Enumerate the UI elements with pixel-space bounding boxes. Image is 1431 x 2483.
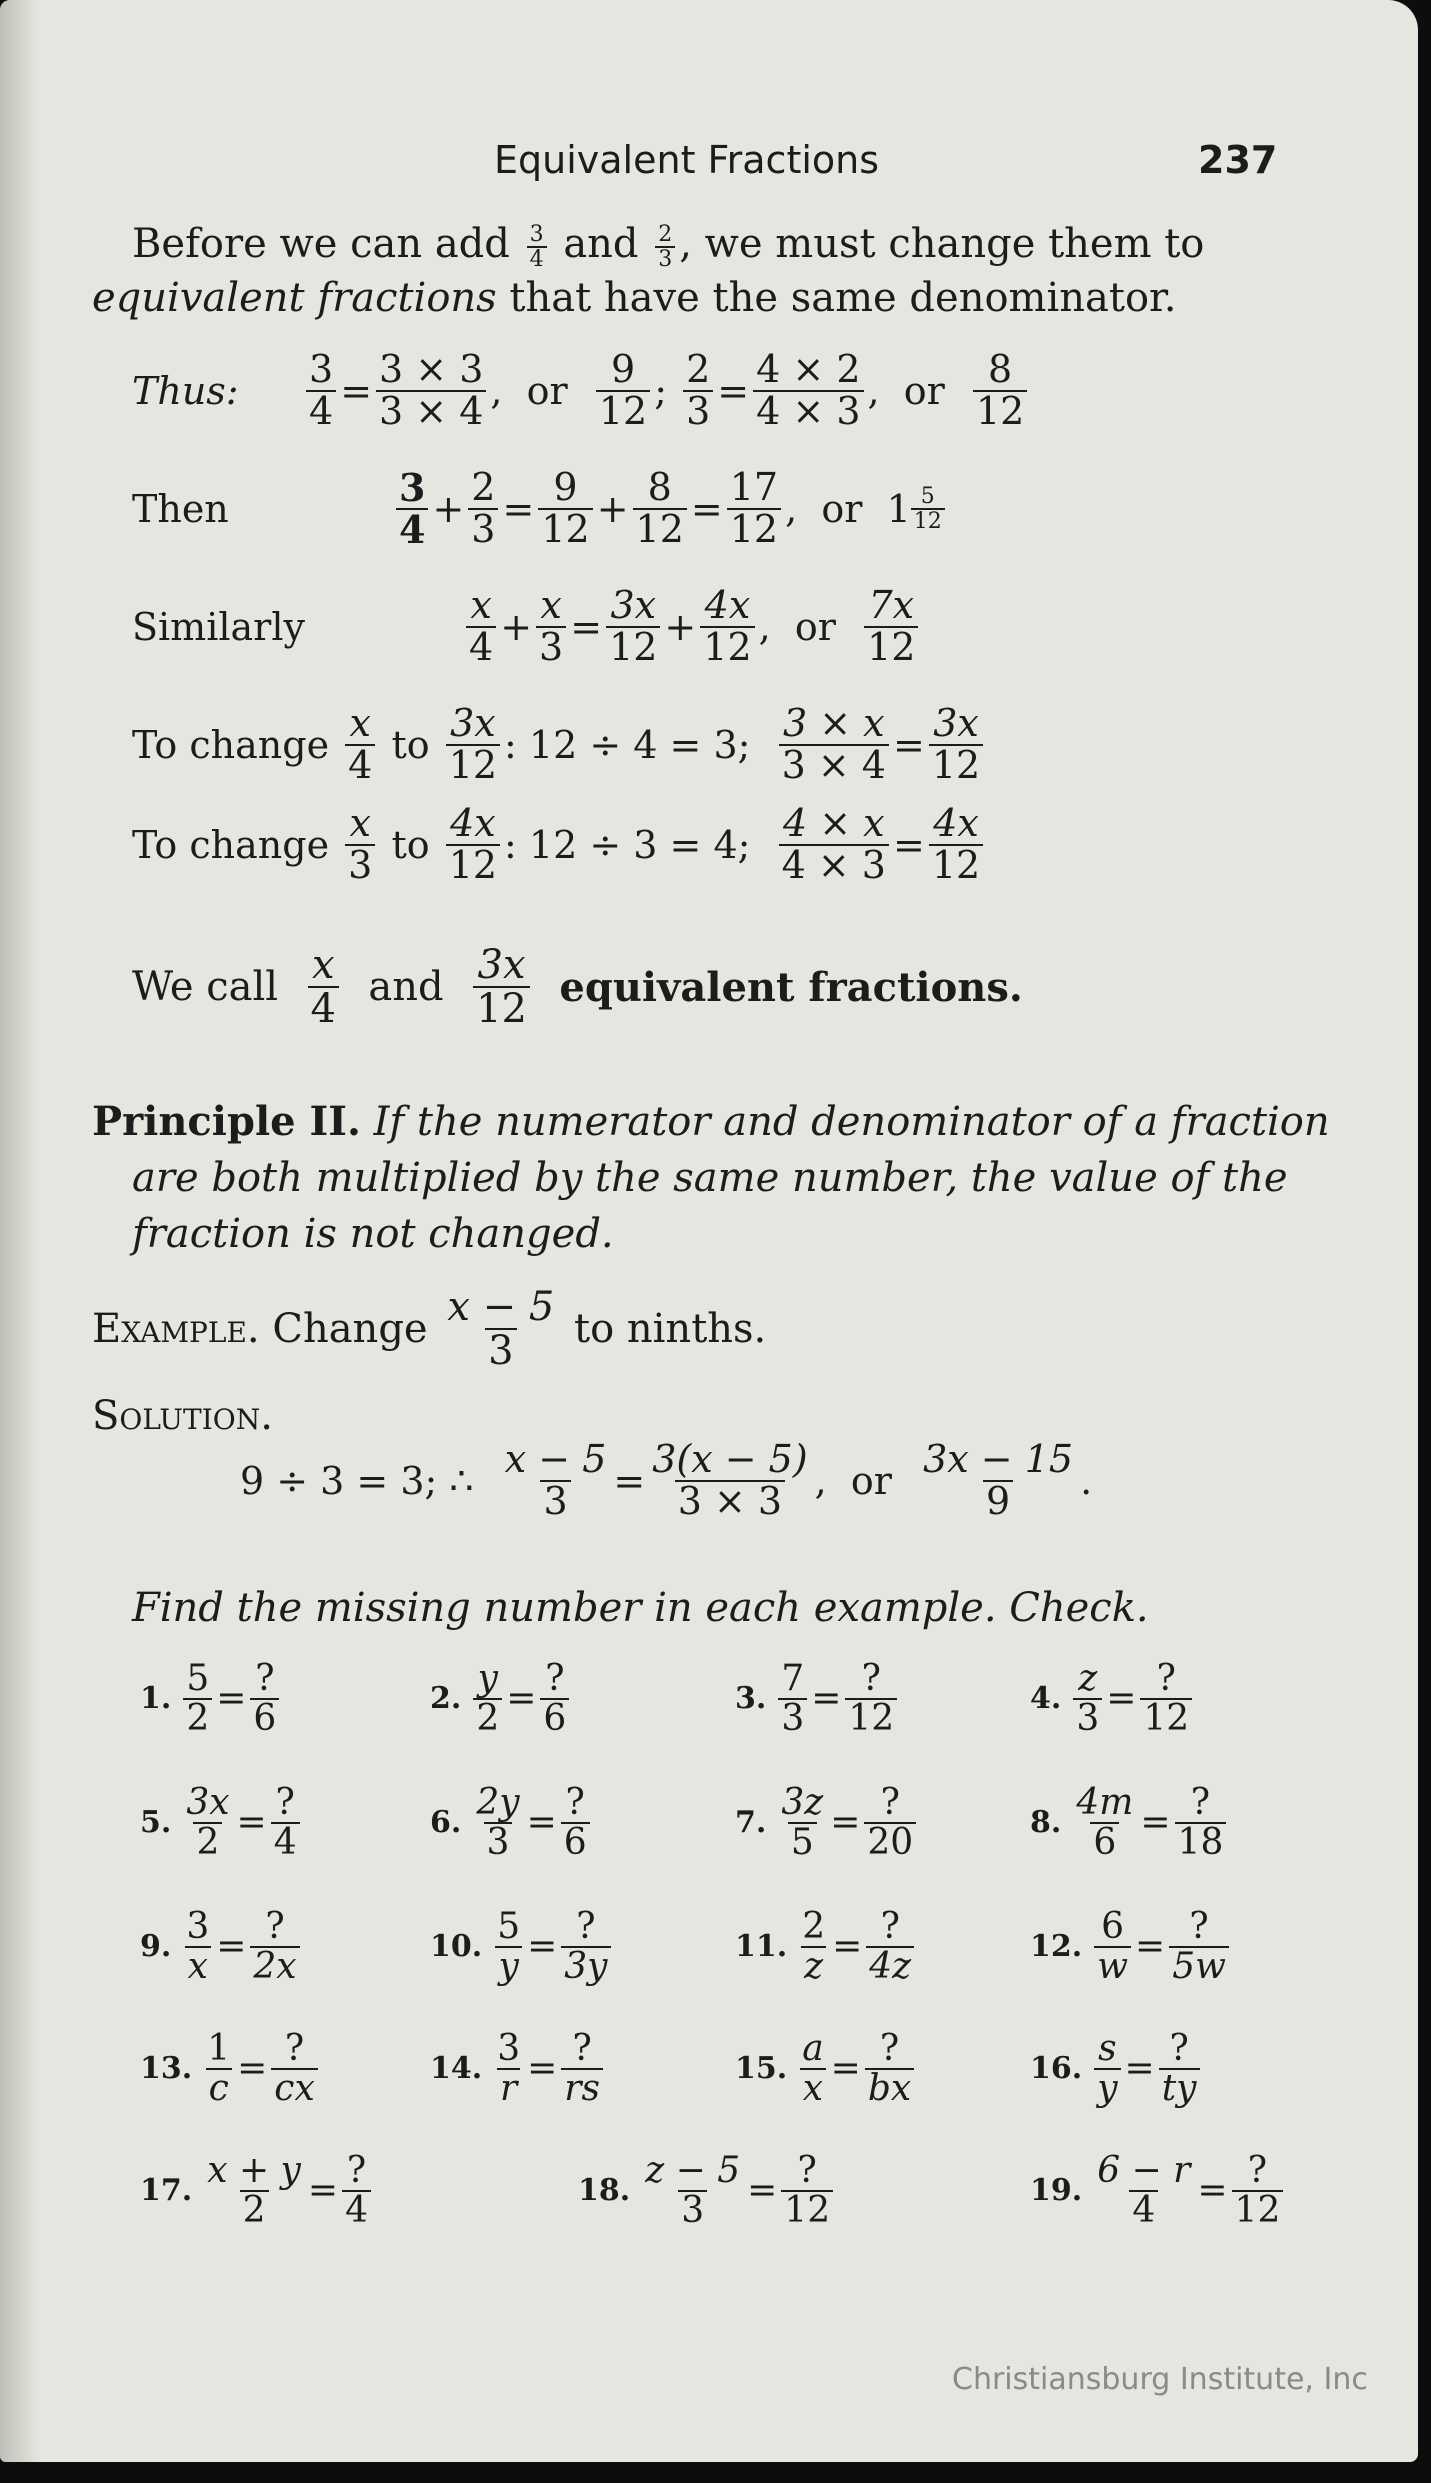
solution-label: Solution.	[92, 1393, 273, 1439]
exercise-right-fraction: $\frac{?}{18}$	[1175, 1784, 1227, 1862]
exercise-right-fraction: $\frac{?}{12}$	[781, 2152, 833, 2230]
exercise-left-fraction: $\frac{z - 5}{3}$	[645, 2150, 741, 2231]
exercise-right-fraction: $\frac{?}{cx}$	[271, 2030, 317, 2108]
exercise-left-fraction: $\frac{5}{2}$	[183, 1660, 212, 1738]
exercise-item: 7. $\frac{3z}{5}$ = $\frac{?}{20}$	[735, 1784, 920, 1862]
exercise-right-fraction: $\frac{?}{2x}$	[250, 1908, 299, 1986]
exercise-right-fraction: $\frac{?}{6}$	[250, 1660, 279, 1738]
exercise-left-fraction: $\frac{3}{x}$	[186, 1906, 210, 1987]
exercise-item: 12. $\frac{6}{w}$ = $\frac{?}{5w}$	[1030, 1908, 1233, 1986]
exercise-right-fraction: $\frac{?}{bx}$	[865, 2030, 914, 2108]
exercise-number: 15.	[735, 2051, 788, 2087]
we-call-row: We call $\frac{x}{4}$ and $\frac{3x}{12}$ equivalent fractions.	[132, 942, 1023, 1032]
exercise-number: 6.	[430, 1805, 462, 1841]
exercise-number: 17.	[140, 2173, 193, 2209]
exercise-item: 6. $\frac{2y}{3}$ = $\frac{?}{6}$	[430, 1784, 594, 1862]
exercise-left-fraction: $\frac{7}{3}$	[778, 1660, 807, 1738]
fraction: $\frac{2}{3}$	[655, 223, 675, 271]
exercise-left-fraction: $\frac{1}{c}$	[207, 2028, 231, 2109]
exercise-left-fraction: $\frac{6 - r}{4}$	[1097, 2150, 1191, 2231]
exercise-left-fraction: $\frac{3x}{2}$	[186, 1782, 230, 1863]
exercise-item: 4. $\frac{z}{3}$ = $\frac{?}{12}$	[1030, 1660, 1196, 1738]
exercise-item: 2. $\frac{y}{2}$ = $\frac{?}{6}$	[430, 1660, 573, 1738]
exercise-item: 14. $\frac{3}{r}$ = $\frac{?}{rs}$	[430, 2030, 607, 2108]
exercise-number: 16.	[1030, 2051, 1083, 2087]
exercise-number: 8.	[1030, 1805, 1062, 1841]
exercise-right-fraction: $\frac{?}{12}$	[1232, 2152, 1284, 2230]
exercise-item: 10. $\frac{5}{y}$ = $\frac{?}{3y}$	[430, 1908, 615, 1986]
exercise-left-fraction: $\frac{3z}{5}$	[781, 1782, 824, 1863]
principle-line-1: Principle II. If the numerator and denominator of a fraction	[92, 1098, 1330, 1145]
exercise-right-fraction: $\frac{?}{3y}$	[561, 1908, 610, 1986]
exercise-left-fraction: $\frac{6}{w}$	[1094, 1908, 1131, 1986]
exercise-item: 17. $\frac{x + y}{2}$ = $\frac{?}{4}$	[140, 2152, 375, 2230]
watermark: Christiansburg Institute, Inc	[952, 2362, 1368, 2397]
similarly-row: Similarly $\frac{x}{4}$ + $\frac{x}{3}$ = $\frac{3x}{12}$ + $\frac{4x}{12}$ , or $\frac{7x}{12}$	[132, 586, 922, 668]
exercise-right-fraction: $\frac{?}{6}$	[540, 1660, 569, 1738]
exercise-left-fraction: $\frac{2y}{3}$	[476, 1782, 520, 1863]
exercise-item: 19. $\frac{6 - r}{4}$ = $\frac{?}{12}$	[1030, 2152, 1287, 2230]
exercise-left-fraction: $\frac{2}{z}$	[802, 1906, 826, 1987]
principle-line-3: fraction is not changed.	[132, 1211, 614, 1257]
exercise-item: 5. $\frac{3x}{2}$ = $\frac{?}{4}$	[140, 1784, 304, 1862]
exercise-item: 16. $\frac{s}{y}$ = $\frac{?}{ty}$	[1030, 2030, 1204, 2108]
exercise-number: 9.	[140, 1929, 172, 1965]
exercise-number: 12.	[1030, 1929, 1083, 1965]
exercise-left-fraction: $\frac{3}{r}$	[497, 2028, 521, 2109]
exercise-number: 3.	[735, 1681, 767, 1717]
exercise-left-fraction: $\frac{z}{3}$	[1073, 1660, 1102, 1738]
instructions: Find the missing number in each example. Check.	[132, 1585, 1149, 1631]
principle-line-2: are both multiplied by the same number, the value of the	[132, 1155, 1288, 1201]
example-row: Example. Change $\frac{x - 5}{3}$ to ninths.	[92, 1284, 767, 1374]
exercise-right-fraction: $\frac{?}{rs}$	[561, 2030, 603, 2108]
then-row: Then $\frac{3}{4}$ + $\frac{2}{3}$ = $\frac{9}{12}$ + $\frac{8}{12}$ = $\frac{17}{12}$ , or 1 $\frac{5}{12}$	[132, 468, 945, 550]
exercise-item: 11. $\frac{2}{z}$ = $\frac{?}{4z}$	[735, 1908, 918, 1986]
exercise-left-fraction: $\frac{x + y}{2}$	[207, 2150, 301, 2231]
exercise-item: 15. $\frac{a}{x}$ = $\frac{?}{bx}$	[735, 2030, 918, 2108]
intro-line-1: Before we can add $\frac{3}{4}$ and $\frac{2}{3}$ , we must change them to	[132, 221, 1205, 272]
intro-line-2: equivalent fractions that have the same denominator.	[92, 275, 1177, 321]
page-gutter-shadow	[0, 0, 40, 2462]
exercise-right-fraction: $\frac{?}{12}$	[845, 1660, 897, 1738]
exercise-number: 4.	[1030, 1681, 1062, 1717]
exercise-item: 18. $\frac{z - 5}{3}$ = $\frac{?}{12}$	[578, 2152, 837, 2230]
exercise-left-fraction: $\frac{a}{x}$	[799, 2030, 826, 2108]
change-row-2: To change $\frac{x}{3}$ to $\frac{4x}{12}$ : 12 ÷ 3 = 4; $\frac{4 \times x}{4 \times 3}$ = $\frac{4x}{12}$	[132, 804, 987, 886]
exercise-number: 14.	[430, 2051, 483, 2087]
fraction: $\frac{3}{4}$	[527, 223, 547, 271]
exercise-right-fraction: $\frac{?}{4}$	[271, 1784, 300, 1862]
exercise-left-fraction: $\frac{5}{y}$	[497, 1906, 521, 1987]
exercise-right-fraction: $\frac{?}{4z}$	[866, 1908, 914, 1986]
exercise-number: 1.	[140, 1681, 172, 1717]
exercise-item: 8. $\frac{4m}{6}$ = $\frac{?}{18}$	[1030, 1784, 1230, 1862]
exercise-item: 3. $\frac{7}{3}$ = $\frac{?}{12}$	[735, 1660, 901, 1738]
exercise-left-fraction: $\frac{4m}{6}$	[1076, 1782, 1134, 1863]
exercise-left-fraction: $\frac{y}{2}$	[473, 1660, 502, 1738]
exercise-number: 13.	[140, 2051, 193, 2087]
thus-row: Thus: $\frac{3}{4}$ = $\frac{3 \times 3}{3 \times 4}$ , or $\frac{9}{12}$ ; $\frac{2}{3}$ = $\frac{4 \times 2}{4 \times 3}$ , or $\frac{8}{12}$	[132, 350, 1031, 432]
exercise-number: 5.	[140, 1805, 172, 1841]
exercise-right-fraction: $\frac{?}{6}$	[561, 1784, 590, 1862]
exercise-item: 9. $\frac{3}{x}$ = $\frac{?}{2x}$	[140, 1908, 304, 1986]
exercise-number: 7.	[735, 1805, 767, 1841]
exercise-left-fraction: $\frac{s}{y}$	[1094, 2030, 1120, 2108]
exercise-number: 19.	[1030, 2173, 1083, 2209]
exercise-right-fraction: $\frac{?}{12}$	[1140, 1660, 1192, 1738]
exercise-right-fraction: $\frac{?}{4}$	[342, 2152, 371, 2230]
solution-row: 9 ÷ 3 = 3; ∴ $\frac{x - 5}{3}$ = $\frac{3(x - 5)}{3 \times 3}$ , or $\frac{3x - 15}{9}$ .	[240, 1437, 1093, 1523]
exercise-number: 10.	[430, 1929, 483, 1965]
exercise-number: 2.	[430, 1681, 462, 1717]
exercise-right-fraction: $\frac{?}{ty}$	[1159, 2030, 1200, 2108]
exercise-number: 11.	[735, 1929, 788, 1965]
exercise-number: 18.	[578, 2173, 631, 2209]
change-row-1: To change $\frac{x}{4}$ to $\frac{3x}{12}$ : 12 ÷ 4 = 3; $\frac{3 \times x}{3 \times 4}$ = $\frac{3x}{12}$	[132, 704, 987, 786]
page-number: 237	[1198, 138, 1278, 182]
exercise-right-fraction: $\frac{?}{5w}$	[1169, 1908, 1229, 1986]
exercise-item: 13. $\frac{1}{c}$ = $\frac{?}{cx}$	[140, 2030, 322, 2108]
exercise-right-fraction: $\frac{?}{20}$	[864, 1784, 916, 1862]
exercise-item: 1. $\frac{5}{2}$ = $\frac{?}{6}$	[140, 1660, 283, 1738]
running-head-title: Equivalent Fractions	[494, 138, 880, 182]
